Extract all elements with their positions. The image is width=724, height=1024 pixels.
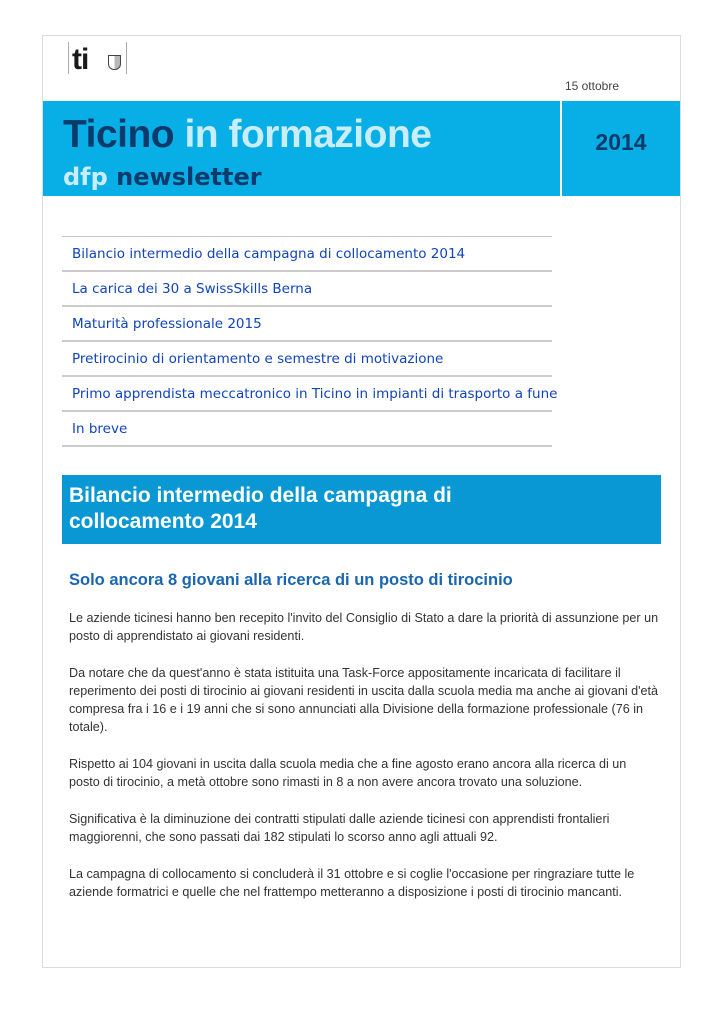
newsletter-year: 2014: [595, 129, 647, 155]
toc-link-maturita[interactable]: Maturità professionale 2015: [62, 307, 552, 342]
title-part-formazione: in formazione: [174, 113, 432, 156]
subtitle-part-newsletter: newsletter: [107, 163, 262, 191]
newsletter-banner: [43, 101, 560, 196]
ticino-logo: [68, 42, 128, 76]
article-paragraph: La campagna di collocamento si concluderà il 31 ottobre e si coglie l'occasione per ringraziare tutte le aziende formatrici e quelle che nel frattempo metteranno a disposizione i posti di tirocinio mancanti.: [69, 867, 635, 899]
newsletter-subtitle: [63, 163, 262, 191]
logo-divider-left: [68, 42, 69, 74]
section-header: [62, 475, 661, 544]
article-paragraph: Significativa è la diminuzione dei contratti stipulati dalle aziende ticinesi con apprendisti frontalieri maggiorenni, che sono passati dai 182 stipulati lo scorso anno agli attuali 92.: [69, 812, 610, 844]
section-title-line2: collocamento 2014: [69, 510, 257, 533]
logo-divider-right: [126, 42, 127, 74]
toc-link-bilancio[interactable]: Bilancio intermedio della campagna di collocamento 2014: [62, 237, 552, 272]
article-paragraph: Rispetto ai 104 giovani in uscita dalla scuola media che a fine agosto erano ancora alla ricerca di un posto di tirocinio, a metà ottobre sono rimasti in 8 a non avere ancora trovato una soluzione.: [69, 757, 627, 789]
subtitle-part-dfp: dfp: [63, 163, 108, 191]
article-body: [69, 609, 659, 920]
toc-link-pretirocinio[interactable]: Pretirocinio di orientamento e semestre di motivazione: [62, 342, 552, 377]
logo-text: ti: [72, 43, 89, 76]
article-paragraph: Le aziende ticinesi hanno ben recepito l'invito del Consiglio di Stato a dare la priorità di assunzione per un posto di apprendistato ai giovani residenti.: [69, 611, 659, 643]
article-paragraph: Da notare che da quest'anno è stata istituita una Task-Force appositamente incaricata di facilitare il reperimento dei posti di tirocinio ai giovani residenti in uscita dalla scuola media ma anche ai giovani d'età compresa fra i 16 e i 19 anni che si sono annunciati alla Divisione della formazione professionale (76 in totale).: [69, 666, 659, 734]
issue-date: 15 ottobre: [564, 79, 619, 93]
table-of-contents: [62, 236, 558, 447]
newsletter-title: [63, 113, 431, 157]
year-banner: [562, 101, 680, 196]
toc-link-swissskills[interactable]: La carica dei 30 a SwissSkills Berna: [62, 272, 552, 307]
article-subheading: Solo ancora 8 giovani alla ricerca di un posto di tirocinio: [69, 571, 513, 589]
coat-of-arms-icon: [108, 55, 121, 70]
section-title: [69, 483, 452, 535]
toc-link-in-breve[interactable]: In breve: [62, 412, 552, 447]
toc-link-meccatronico[interactable]: Primo apprendista meccatronico in Ticino in impianti di trasporto a fune: [62, 377, 552, 412]
section-title-line1: Bilancio intermedio della campagna di: [69, 484, 452, 507]
title-part-ticino: Ticino: [63, 113, 175, 156]
